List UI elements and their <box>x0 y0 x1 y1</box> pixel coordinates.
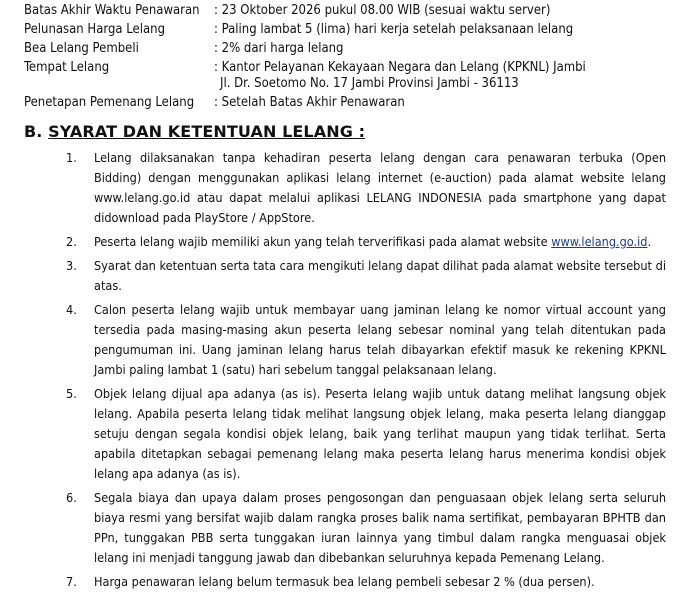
item-text-after: . <box>647 234 652 249</box>
section-title: SYARAT DAN KETENTUAN LELANG : <box>48 122 366 141</box>
detail-value: : Setelah Batas Akhir Penawaran <box>214 95 405 110</box>
list-item <box>0 384 700 484</box>
website-link[interactable]: www.lelang.go.id <box>551 234 648 249</box>
item-number: 4. <box>66 302 77 317</box>
item-text: Segala biaya dan upaya dalam proses pengosongan dan penguasaan objek lelang serta seluruh biaya resmi yang bersifat wajib dalam rangka proses balik nama sertifikat, pembayaran BPHTB dan PPn, tunggakan PBB serta tunggakan iuran lainnya yang timbul dalam rangka menguasai objek lelang ini menjadi tanggung jawab dan dibebankan seluruhnya kepada Pemenang Lelang. <box>94 490 666 565</box>
detail-value: : 23 Oktober 2026 pukul 08.00 WIB (sesuai waktu server) <box>214 3 551 18</box>
item-number: 5. <box>66 386 77 401</box>
section-heading <box>24 122 365 141</box>
detail-label: Tempat Lelang <box>24 60 110 75</box>
list-item <box>0 300 700 380</box>
item-text: Lelang dilaksanakan tanpa kehadiran peserta lelang dengan cara penawaran terbuka (Open Bidding) dengan menggunakan aplikasi lelang internet (e-auction) pada alamat website lelang www.lelang.go.id atau dapat melalui aplikasi LELANG INDONESIA pada smartphone yang dapat didownload pada PlayStore / AppStore. <box>94 150 666 225</box>
detail-value: : Paling lambat 5 (lima) hari kerja setelah pelaksanaan lelang <box>214 22 574 37</box>
detail-label: Batas Akhir Waktu Penawaran <box>24 3 200 18</box>
item-number: 1. <box>66 150 77 165</box>
list-item <box>0 232 700 252</box>
detail-value: : 2% dari harga lelang <box>214 41 344 56</box>
list-item <box>0 488 700 568</box>
detail-label: Penetapan Pemenang Lelang <box>24 95 195 110</box>
item-number: 7. <box>66 574 77 589</box>
item-text: Objek lelang dijual apa adanya (as is). Peserta lelang wajib untuk datang melihat langsung objek lelang. Apabila peserta lelang tidak melihat langsung objek lelang, maka peserta lelang dianggap setuju dengan segala kondisi objek lelang, baik yang terlihat maupun yang tidak terlihat. Serta apabila ditetapkan sebagai pemenang lelang maka peserta lelang harus menerima kondisi objek lelang apa adanya (as is). <box>94 386 666 481</box>
list-item <box>0 256 700 296</box>
detail-value: : Kantor Pelayanan Kekayaan Negara dan Lelang (KPKNL) Jambi <box>214 60 586 75</box>
item-text-before: Peserta lelang wajib memiliki akun yang telah terverifikasi pada alamat website <box>94 234 552 249</box>
detail-label: Pelunasan Harga Lelang <box>24 22 166 37</box>
item-text: Syarat dan ketentuan serta tata cara mengikuti lelang dapat dilihat pada alamat website tersebut di atas. <box>94 258 666 293</box>
detail-label: Bea Lelang Pembeli <box>24 41 139 56</box>
terms-list <box>0 148 700 596</box>
item-text <box>94 232 666 252</box>
list-item <box>0 148 700 228</box>
item-number: 2. <box>66 234 77 249</box>
section-prefix: B. <box>24 122 49 141</box>
item-number: 6. <box>66 490 77 505</box>
item-text: Calon peserta lelang wajib untuk membayar uang jaminan lelang ke nomor virtual account yang tersedia pada masing-masing akun peserta lelang sebesar nominal yang telah ditentukan pada pengumuman ini. Uang jaminan lelang harus telah dibayarkan efektif masuk ke rekening KPKNL Jambi paling lambat 1 (satu) hari sebelum tanggal pelaksanaan lelang. <box>94 302 666 377</box>
list-item <box>0 572 700 592</box>
item-number: 3. <box>66 258 77 273</box>
detail-value-address: Jl. Dr. Soetomo No. 17 Jambi Provinsi Jambi - 36113 <box>220 76 519 91</box>
item-text: Harga penawaran lelang belum termasuk bea lelang pembeli sebesar 2 % (dua persen). <box>94 574 595 589</box>
